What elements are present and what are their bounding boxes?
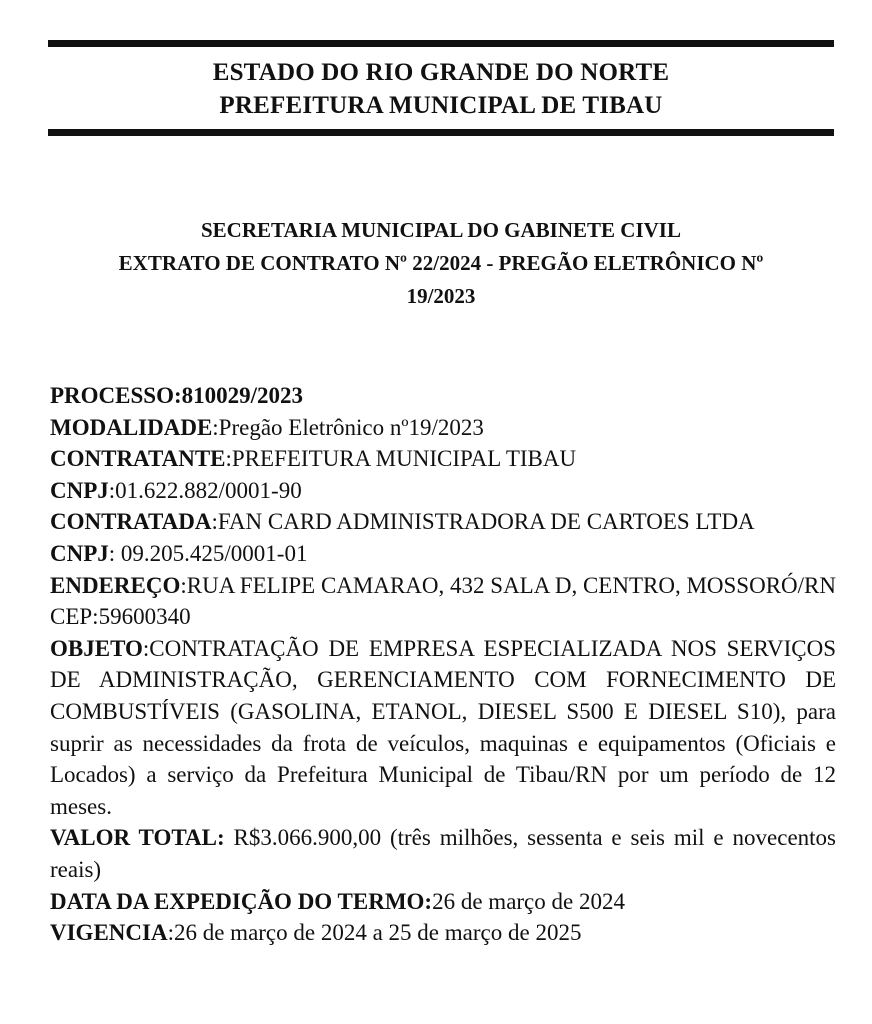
field-value: :01.622.882/0001-90 — [108, 477, 302, 503]
section-title — [48, 214, 834, 313]
field-data-expedicao — [50, 886, 836, 918]
field-value: 26 de março de 2024 — [432, 888, 625, 914]
field-value: R$3.066.900,00 (três milhões, sessenta e seis mil e novecentos reais) — [50, 825, 836, 882]
state-name: ESTADO DO RIO GRANDE DO NORTE — [212, 59, 670, 86]
field-contratante — [50, 443, 836, 475]
field-label: DATA DA EXPEDIÇÃO DO TERMO: — [50, 888, 433, 914]
field-label: CNPJ — [50, 540, 109, 566]
field-value: :26 de março de 2024 a 25 de março de 2025 — [167, 920, 582, 946]
document-header — [48, 56, 834, 122]
field-label: VIGENCIA — [50, 920, 168, 946]
field-value: :RUA FELIPE CAMARAO, 432 SALA D, CENTRO, MOSSORÓ/RN CEP:59600340 — [50, 572, 836, 630]
field-vigencia — [50, 917, 836, 949]
field-label: ENDEREÇO — [50, 572, 181, 598]
field-value: 810029/2023 — [181, 383, 304, 408]
field-label: PROCESSO: — [50, 383, 182, 408]
field-modalidade — [50, 412, 836, 444]
field-valor-total — [50, 822, 836, 885]
secretariat-name: SECRETARIA MUNICIPAL DO GABINETE CIVIL — [201, 218, 681, 242]
field-label: CONTRATANTE — [50, 446, 226, 472]
field-cnpj-contratada — [50, 538, 836, 570]
field-processo — [50, 380, 836, 412]
field-label: OBJETO — [50, 635, 143, 661]
bottom-rule — [48, 129, 834, 136]
extract-title-continuation: 19/2023 — [406, 284, 476, 308]
field-value: :PREFEITURA MUNICIPAL TIBAU — [225, 446, 577, 472]
field-cnpj-contratante — [50, 475, 836, 507]
field-contratada — [50, 506, 836, 538]
field-objeto — [50, 633, 836, 823]
field-value: :Pregão Eletrônico nº19/2023 — [212, 414, 484, 440]
field-label: VALOR TOTAL: — [50, 825, 225, 851]
contract-details — [50, 380, 836, 949]
field-endereco — [50, 570, 836, 633]
top-rule — [48, 40, 834, 47]
field-value: :CONTRATAÇÃO DE EMPRESA ESPECIALIZADA NOS SERVIÇOS DE ADMINISTRAÇÃO, GERENCIAMENTO COM FORNECIMENTO DE COMBUSTÍVEIS (GASOLINA, ETANOL, DIESEL S500 E DIESEL S10), para suprir as necessidades da frota de veículos, maquinas e equipamentos (Oficiais e Locados) a serviço da Prefeitura Municipal de Tibau/RN por um período de 12 meses. — [50, 635, 836, 819]
field-label: CONTRATADA — [50, 509, 212, 535]
field-value: : 09.205.425/0001-01 — [108, 540, 308, 566]
field-value: :FAN CARD ADMINISTRADORA DE CARTOES LTDA — [211, 509, 755, 535]
municipality-name: PREFEITURA MUNICIPAL DE TIBAU — [219, 92, 663, 119]
field-label: CNPJ — [50, 477, 109, 503]
field-label: MODALIDADE — [50, 414, 213, 440]
extract-title: EXTRATO DE CONTRATO Nº 22/2024 - PREGÃO ELETRÔNICO Nº — [118, 251, 764, 275]
